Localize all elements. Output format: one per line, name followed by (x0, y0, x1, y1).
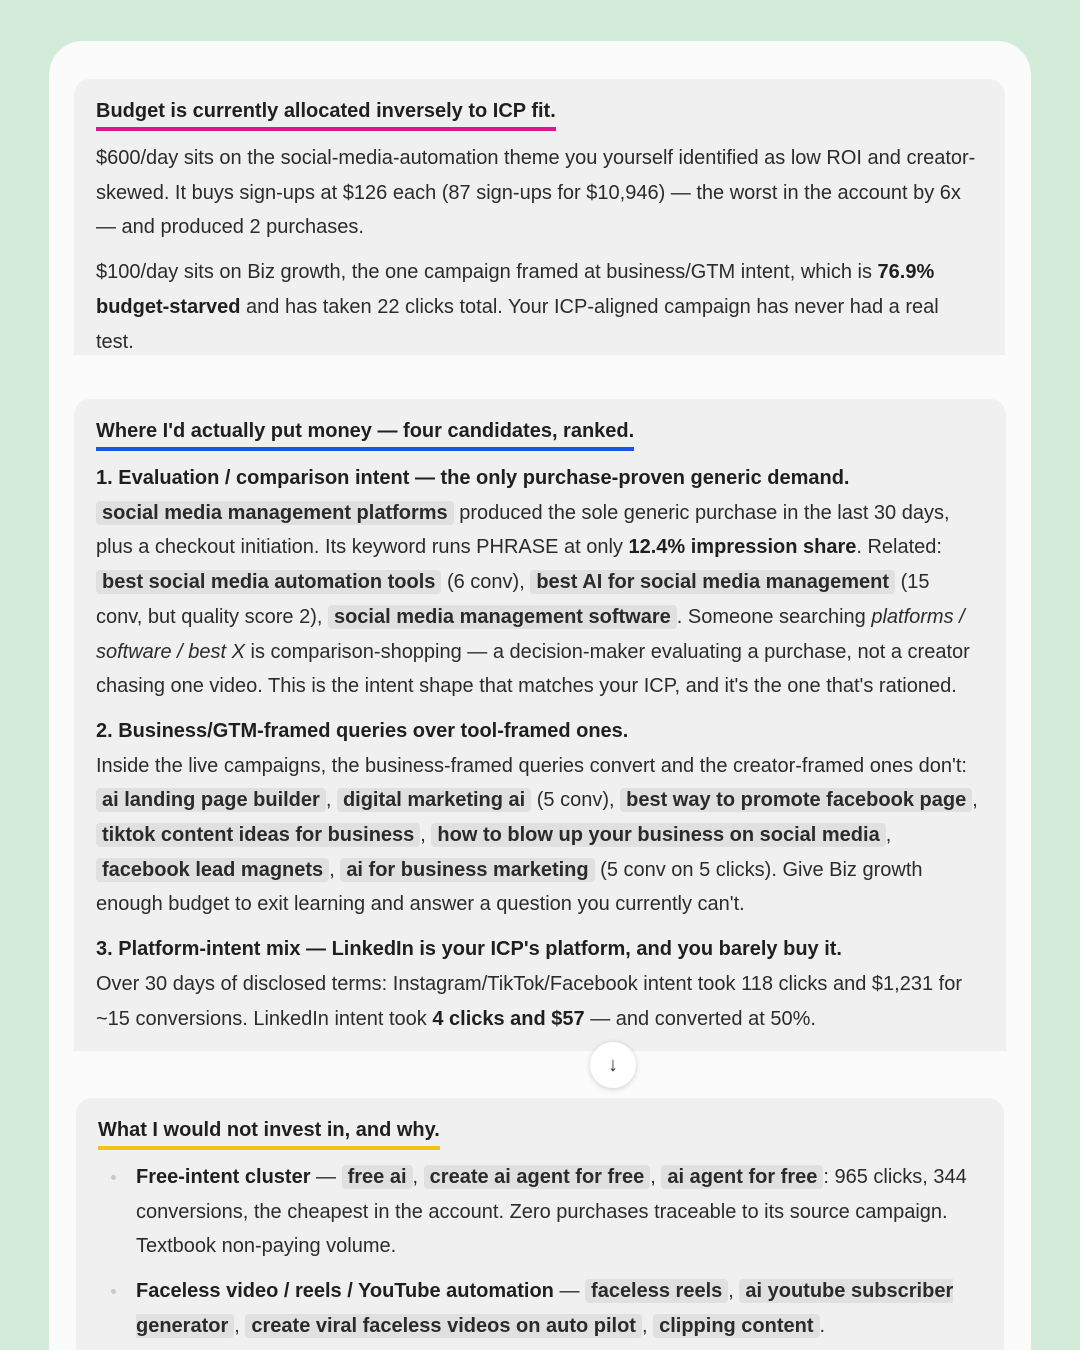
keyword-chip: free ai (342, 1165, 413, 1189)
text: (5 conv on 5 clicks). Give Biz growth enough budget to exit learning and answer a question you currently can't. (96, 858, 923, 916)
keyword-chip: facebook lead magnets (96, 858, 329, 882)
arrow-down-icon: ↓ (608, 1053, 618, 1076)
candidate-title: 1. Evaluation / comparison intent — the only purchase-proven generic demand. (96, 467, 850, 489)
paragraph (96, 255, 979, 355)
section-not-invest (76, 1098, 1004, 1350)
separator: , (412, 1166, 424, 1188)
section-budget-allocation (74, 79, 1005, 355)
keyword-chip: ai youtube subscriber generator (136, 1280, 954, 1337)
keyword-chip: social media management software (328, 605, 677, 629)
paragraph-text: and has taken 22 clicks total. Your ICP-aligned campaign has never had a real test. (96, 295, 939, 353)
separator: , (325, 789, 337, 812)
keyword-chip: ai for business marketing (340, 858, 594, 882)
section-heading: What I would not invest in, and why. (98, 1116, 440, 1150)
text: (5 conv), (531, 789, 621, 812)
italic-text: platforms / software / best X (96, 605, 965, 663)
keyword-chip: ai landing page builder (96, 788, 326, 812)
text: . Someone searching (676, 605, 872, 628)
paragraph-text: $100/day sits on Biz growth, the one campaign framed at business/GTM intent, which is (96, 261, 878, 284)
text: (6 conv), (441, 571, 531, 594)
separator: , (728, 1280, 740, 1303)
section-heading: Where I'd actually put money — four candidates, ranked. (96, 417, 634, 451)
text: . (819, 1314, 826, 1337)
keyword-chip: create viral faceless videos on auto pilot (245, 1314, 642, 1338)
emphasis: 4 clicks and $57 (432, 1007, 585, 1030)
keyword-chip: ai agent for free (661, 1165, 823, 1189)
text: Over 30 days of disclosed terms: Instagram/TikTok/Facebook intent took 118 clicks and $1,231 for ~15 conversions. LinkedIn intent took (96, 972, 962, 1030)
text: : 965 clicks, 344 conversions, the cheapest in the account. Zero purchases traceable to its source campaign. Textbook non-paying volume. (136, 1166, 967, 1258)
emphasis: 76.9% budget-starved (96, 261, 935, 318)
keyword-chip: tiktok content ideas for business (96, 823, 420, 847)
section-investment-candidates (74, 399, 1006, 1051)
separator: — (310, 1166, 342, 1188)
candidate-1 (96, 461, 980, 704)
text: produced the sole generic purchase in the last 30 days, plus a checkout initiation. Its keyword runs PHRASE at only (96, 501, 950, 559)
separator: , (885, 824, 892, 847)
candidate-title: 3. Platform-intent mix — LinkedIn is your ICP's platform, and you barely buy it. (96, 938, 842, 961)
bullet-list (98, 1160, 978, 1344)
list-item (98, 1160, 978, 1264)
text: — and converted at 50%. (584, 1007, 816, 1030)
separator: , (972, 789, 978, 812)
keyword-chip: clipping content (653, 1314, 819, 1338)
scroll-to-bottom-button[interactable] (590, 1042, 636, 1088)
list-item (98, 1274, 978, 1343)
keyword-chip: best AI for social media management (530, 570, 895, 594)
text: Inside the live campaigns, the business-framed queries convert and the creator-framed ones don't: (96, 754, 967, 777)
paragraph-text: $600/day sits on the social-media-automation theme you yourself identified as low ROI and creator-skewed. It buys sign-ups at $126 each (87 sign-ups for $10,946) — the worst in the account by 6x — and produced 2 purchases. (96, 147, 976, 239)
keyword-chip: create ai agent for free (424, 1165, 651, 1189)
paragraph (96, 141, 979, 245)
separator: , (641, 1314, 654, 1337)
candidate-title: 2. Business/GTM-framed queries over tool-framed ones. (96, 719, 629, 742)
separator: — (553, 1280, 586, 1303)
keyword-chip: best social media automation tools (96, 570, 441, 594)
separator: , (329, 858, 341, 881)
keyword-chip: best way to promote facebook page (620, 788, 972, 812)
emphasis: 12.4% impression share (628, 536, 857, 559)
keyword-chip: how to blow up your business on social media (431, 823, 885, 847)
section-heading: Budget is currently allocated inversely to ICP fit. (96, 97, 556, 131)
keyword-chip: faceless reels (585, 1279, 728, 1303)
text: (15 conv, but quality score 2), (96, 571, 930, 628)
item-title: Faceless video / reels / YouTube automation (136, 1280, 554, 1303)
keyword-chip: social media management platforms (96, 501, 454, 525)
keyword-chip: digital marketing ai (337, 788, 531, 812)
candidate-2 (96, 714, 980, 922)
chat-panel (49, 41, 1031, 1350)
candidate-3 (96, 932, 980, 1036)
text: is comparison-shopping — a decision-maker evaluating a purchase, not a creator chasing one video. This is the intent shape that matches your ICP, and it's the one that's rationed. (96, 640, 970, 698)
separator: , (420, 824, 432, 847)
item-title: Free-intent cluster (136, 1166, 311, 1188)
separator: , (234, 1314, 246, 1337)
text: . Related: (856, 536, 942, 559)
separator: , (650, 1166, 662, 1188)
